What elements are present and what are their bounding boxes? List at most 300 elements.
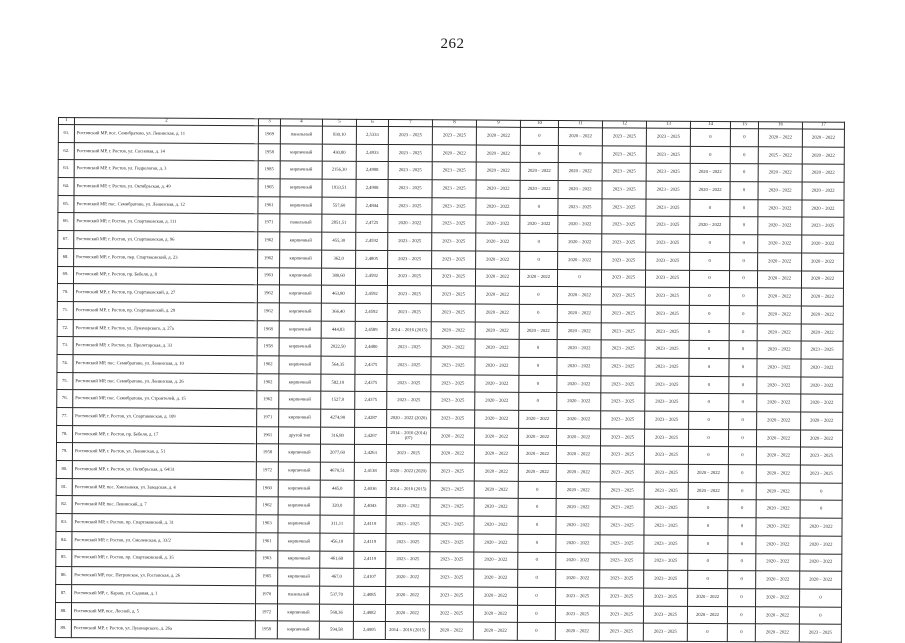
table-cell: 2020 – 2022 bbox=[432, 144, 476, 162]
table-cell: 2020 – 2022 bbox=[475, 304, 519, 322]
table-cell: 2023 – 2025 bbox=[644, 446, 688, 464]
table-cell: кирпичный bbox=[279, 356, 321, 374]
table-cell: 2023 – 2025 bbox=[644, 588, 688, 606]
table-cell: 2023 – 2025 bbox=[386, 516, 430, 534]
table-cell: 2020 – 2022 bbox=[475, 339, 519, 357]
table-cell: 2020 – 2022 bbox=[757, 341, 801, 359]
table-cell: 2020 – 2022 bbox=[757, 323, 801, 341]
table-cell: 1962 bbox=[258, 250, 280, 268]
table-cell: 0 bbox=[690, 234, 730, 252]
table-cell: 2023 – 2025 bbox=[431, 374, 475, 392]
table-cell: 2020 – 2022 bbox=[430, 445, 474, 463]
table-cell: 83. bbox=[56, 514, 72, 532]
table-cell: 1527,0 bbox=[321, 391, 355, 409]
table-cell: 2,4592 bbox=[355, 286, 387, 304]
table-cell: 2020 – 2022 bbox=[476, 198, 520, 216]
column-header: 17 bbox=[802, 122, 844, 129]
table-cell: 0 bbox=[730, 129, 758, 147]
table-cell: 68. bbox=[58, 248, 74, 266]
table-cell: 2020 – 2022 bbox=[520, 216, 558, 234]
table-cell: 2020 – 2022 bbox=[800, 571, 842, 589]
table-cell: 2023 – 2025 bbox=[602, 252, 646, 270]
table-cell: 1961 bbox=[257, 426, 279, 444]
address-cell: Ростовский МР, г. Ростов, ул. Гидрологов, д. 3 bbox=[74, 160, 258, 179]
table-cell: 2020 – 2022 bbox=[476, 145, 520, 163]
table-cell: 2023 – 2025 bbox=[644, 500, 688, 518]
table-cell: 0 bbox=[728, 500, 756, 518]
column-header: 14 bbox=[690, 121, 730, 128]
table-cell: 2023 – 2025 bbox=[644, 429, 688, 447]
table-cell: 0 bbox=[520, 233, 558, 251]
table-cell: 2023 – 2025 bbox=[601, 322, 645, 340]
table-cell: 0 bbox=[730, 217, 758, 235]
table-cell: 2020 – 2022 bbox=[801, 271, 843, 289]
table-cell: 0 bbox=[688, 500, 728, 518]
table-cell: кирпичный bbox=[279, 267, 321, 285]
column-header: 4 bbox=[280, 119, 322, 126]
table-cell: 1962 bbox=[256, 497, 278, 515]
table-cell: 1972 bbox=[256, 462, 278, 480]
table-cell: 2023 – 2025 bbox=[388, 127, 432, 145]
table-cell: кирпичный bbox=[278, 497, 320, 515]
table-cell: 69. bbox=[57, 266, 73, 284]
table-cell: 0 bbox=[688, 447, 728, 465]
table-cell: 0 bbox=[688, 517, 728, 535]
table-cell: 2,4375 bbox=[355, 392, 387, 410]
table-cell: 0 bbox=[730, 164, 758, 182]
table-cell: 0 bbox=[729, 359, 757, 377]
document-table-wrapper bbox=[58, 117, 844, 638]
table-cell: 2020 – 2022 bbox=[756, 589, 800, 607]
table-cell: 2020 – 2022 bbox=[688, 482, 728, 500]
table-cell: 70. bbox=[57, 284, 73, 302]
table-cell: 2023 – 2025 bbox=[599, 605, 643, 623]
table-cell: 2020 – 2022 bbox=[757, 288, 801, 306]
table-cell: 2020 – 2022 bbox=[556, 481, 600, 499]
table-cell: 2023 – 2025 bbox=[388, 144, 432, 162]
table-cell: 2023 – 2025 bbox=[600, 464, 644, 482]
table-cell: 0 bbox=[520, 198, 558, 216]
table-cell: 362,0 bbox=[322, 250, 356, 268]
address-cell: Ростовский МР, г. Ростов, пер. Спартаковский, д. 23 bbox=[74, 248, 258, 267]
table-cell: 2023 – 2025 bbox=[432, 127, 476, 145]
table-cell: 2023 – 2025 bbox=[558, 198, 602, 216]
table-cell: 0 bbox=[558, 145, 602, 163]
table-cell: 2,4036 bbox=[354, 480, 386, 498]
table-cell: 2020 – 2022 bbox=[388, 215, 432, 233]
table-cell: 467,0 bbox=[320, 568, 354, 586]
table-cell: 444,83 bbox=[321, 321, 355, 339]
table-cell: 2023 – 2025 bbox=[388, 162, 432, 180]
table-cell: кирпичный bbox=[280, 250, 322, 268]
table-cell: 2020 – 2022 bbox=[801, 394, 843, 412]
table-cell: 2020 – 2022 bbox=[556, 464, 600, 482]
table-cell: 78. bbox=[57, 425, 73, 443]
address-cell: Ростовский МР, г. Ростов, ул. Октябрьская, д. 64/31 bbox=[72, 461, 256, 480]
table-cell: 2023 – 2025 bbox=[646, 217, 690, 235]
table-cell: 63. bbox=[58, 160, 74, 178]
table-cell: 2023 – 2025 bbox=[600, 552, 644, 570]
table-cell: 2020 – 2022 bbox=[556, 552, 600, 570]
table-cell: 0 bbox=[729, 270, 757, 288]
table-cell: 1962 bbox=[257, 285, 279, 303]
page-number: 262 bbox=[440, 36, 465, 52]
table-cell: 2,4263 bbox=[354, 445, 386, 463]
table-cell: 2023 – 2025 bbox=[601, 411, 645, 429]
table-cell: 4274,90 bbox=[321, 409, 355, 427]
table-cell: 2020 – 2022 bbox=[802, 147, 844, 165]
table-cell: 2020 – 2022 bbox=[555, 623, 599, 641]
table-cell: 320,0 bbox=[320, 498, 354, 516]
table-cell: 2020 – 2022 bbox=[801, 306, 843, 324]
table-cell: 2020 – 2022 bbox=[520, 163, 558, 181]
address-cell: Ростовский МР, г. Ростов, ул. Спартаковская, д. 96 bbox=[74, 231, 258, 250]
table-cell: 84. bbox=[56, 531, 72, 549]
table-cell: 0 bbox=[687, 624, 727, 642]
table-cell: 2023 – 2025 bbox=[555, 605, 599, 623]
table-cell: 2,4933 bbox=[356, 144, 388, 162]
table-cell: 2020 – 2022 bbox=[556, 534, 600, 552]
table-cell: кирпичный bbox=[278, 568, 320, 586]
table-cell: 2023 – 2025 bbox=[432, 251, 476, 269]
address-cell: Ростовский МР, пос. Семибратово, ул. Ленинская, д. 12 bbox=[74, 195, 258, 214]
table-cell: 0 bbox=[728, 447, 756, 465]
address-cell: Ростовский МР, г. Ростов, ул. Луначарского, д. 27а bbox=[73, 319, 257, 338]
table-cell: 2,4082 bbox=[353, 604, 385, 622]
table-cell: 2014 – 2016 (2015) bbox=[386, 480, 430, 498]
table-cell: 2023 – 2025 bbox=[388, 180, 432, 198]
table-cell: 1985 bbox=[258, 161, 280, 179]
table-cell: 2,4480 bbox=[355, 339, 387, 357]
table-cell: 2023 – 2025 bbox=[386, 533, 430, 551]
table-cell: 0 bbox=[518, 499, 556, 517]
table-cell: 2020 – 2022 bbox=[758, 217, 802, 235]
table-cell: 79. bbox=[56, 443, 72, 461]
table-cell: 0 bbox=[728, 535, 756, 553]
table-cell: 2023 – 2025 bbox=[601, 393, 645, 411]
table-cell: 537,70 bbox=[320, 586, 354, 604]
table-cell: 0 bbox=[728, 588, 756, 606]
table-cell: 2020 – 2022 bbox=[756, 447, 800, 465]
table-cell: 2020 – 2022 bbox=[802, 235, 844, 253]
table-cell: 2020 – 2022 bbox=[801, 288, 843, 306]
table-row bbox=[55, 620, 841, 642]
table-cell: 2020 – 2022 bbox=[474, 481, 518, 499]
table-cell: 2023 – 2025 bbox=[430, 516, 474, 534]
table-cell: 2020 – 2022 bbox=[474, 516, 518, 534]
table-cell: 0 bbox=[688, 571, 728, 589]
table-cell: 75. bbox=[57, 372, 73, 390]
table-cell: 2020 – 2022 bbox=[473, 605, 517, 623]
table-cell: 2020 – 2022 bbox=[558, 128, 602, 146]
table-cell: 0 bbox=[518, 534, 556, 552]
table-cell: 2020 – 2022 bbox=[475, 428, 519, 446]
table-cell: 2014 – 2016 (2014) (07) bbox=[387, 427, 431, 445]
table-cell: 455,30 bbox=[322, 232, 356, 250]
table-cell: 311,11 bbox=[320, 515, 354, 533]
table-cell: 2020 – 2022 bbox=[474, 552, 518, 570]
table-cell: 2020 – 2022 bbox=[386, 498, 430, 516]
table-cell: 2,4107 bbox=[354, 569, 386, 587]
address-cell: Ростовский МР, г. Ростов, ул. Спартаковская, д. 109 bbox=[73, 408, 257, 427]
table-cell: 2020 – 2022 bbox=[557, 340, 601, 358]
table-cell: 1962 bbox=[258, 232, 280, 250]
table-cell: 2020 – 2022 bbox=[801, 377, 843, 395]
table-cell: 2,4138 bbox=[354, 462, 386, 480]
table-cell: 2020 – 2022 bbox=[758, 129, 802, 147]
table-cell: 456,10 bbox=[320, 533, 354, 551]
table-cell: 2023 – 2025 bbox=[601, 305, 645, 323]
table-cell: 1961 bbox=[258, 196, 280, 214]
table-cell: 564,35 bbox=[321, 356, 355, 374]
table-cell: 2023 – 2025 bbox=[800, 447, 842, 465]
table-cell: 2,4119 bbox=[354, 533, 386, 551]
table-cell: 2023 – 2025 bbox=[386, 551, 430, 569]
table-cell: 2023 – 2025 bbox=[431, 410, 475, 428]
column-header: 7 bbox=[388, 120, 432, 127]
table-cell: 2020 – 2022 bbox=[690, 217, 730, 235]
table-cell: 2,4375 bbox=[355, 374, 387, 392]
table-cell: 82. bbox=[56, 496, 72, 514]
table-cell: 81. bbox=[56, 478, 72, 496]
table-cell: 2020 – 2022 bbox=[476, 233, 520, 251]
table-cell: 2020 – 2022 bbox=[756, 536, 800, 554]
table-cell: 2020 – 2022 bbox=[758, 164, 802, 182]
table-cell: 2020 – 2022 bbox=[386, 569, 430, 587]
table-cell: 2014 – 2016 (2015) bbox=[385, 622, 429, 640]
table-cell: 2023 – 2025 bbox=[387, 286, 431, 304]
table-cell: 2020 – 2022 bbox=[556, 570, 600, 588]
table-cell: 2020 – 2022 bbox=[801, 359, 843, 377]
table-cell: 2020 – 2022 bbox=[557, 304, 601, 322]
table-cell: 2023 – 2025 bbox=[430, 587, 474, 605]
table-cell: 2020 – 2022 bbox=[758, 182, 802, 200]
table-cell: 568,36 bbox=[319, 604, 353, 622]
table-cell: 2023 – 2025 bbox=[430, 551, 474, 569]
table-cell: 2020 – 2022 bbox=[475, 322, 519, 340]
table-cell: 0 bbox=[730, 252, 758, 270]
table-cell: 2023 – 2025 bbox=[646, 234, 690, 252]
table-cell: 76. bbox=[57, 390, 73, 408]
column-header: 6 bbox=[356, 119, 388, 126]
table-cell: 2020 – 2022 bbox=[474, 463, 518, 481]
table-cell: 2020 – 2022 bbox=[801, 324, 843, 342]
table-cell: 2020 – 2022 bbox=[557, 428, 601, 446]
table-cell: 0 bbox=[519, 304, 557, 322]
table-cell: 0 bbox=[728, 429, 756, 447]
address-cell: Ростовский МР, г. Ростов, ул. Смоленская, д. 33/2 bbox=[72, 531, 256, 550]
table-cell: кирпичный bbox=[278, 462, 320, 480]
table-cell: кирпичный bbox=[278, 480, 320, 498]
table-cell: 2020 – 2022 bbox=[802, 182, 844, 200]
table-cell: 4670,51 bbox=[320, 462, 354, 480]
table-cell: кирпичный bbox=[279, 338, 321, 356]
table-cell: 430,80 bbox=[322, 144, 356, 162]
table-cell: 316,80 bbox=[321, 427, 355, 445]
table-cell: 2020 – 2022 bbox=[758, 253, 802, 271]
column-header: 10 bbox=[520, 120, 558, 127]
table-cell: 2023 – 2025 bbox=[643, 623, 687, 641]
table-cell: 0 bbox=[519, 393, 557, 411]
table-cell: 2023 – 2025 bbox=[644, 464, 688, 482]
table-cell: 0 bbox=[557, 269, 601, 287]
table-cell: панельный bbox=[280, 214, 322, 232]
table-cell: 2,4043 bbox=[354, 498, 386, 516]
column-header: 15 bbox=[730, 122, 758, 129]
table-cell: 2020 – 2022 bbox=[557, 375, 601, 393]
table-cell: 1962 bbox=[257, 391, 279, 409]
table-cell: 77. bbox=[57, 407, 73, 425]
table-cell: 2023 – 2025 bbox=[387, 303, 431, 321]
table-cell: 2020 – 2022 bbox=[473, 622, 517, 640]
table-cell: 2023 – 2025 bbox=[602, 181, 646, 199]
table-cell: 2020 – 2022 bbox=[756, 553, 800, 571]
address-cell: Ростовский МР, г. Ростов, ул. Пролетарская, д. 33 bbox=[73, 337, 257, 356]
table-cell: 0 bbox=[728, 518, 756, 536]
table-cell: 66. bbox=[58, 213, 74, 231]
table-cell: кирпичный bbox=[278, 444, 320, 462]
table-cell: панельный bbox=[278, 586, 320, 604]
table-cell: 2023 – 2025 bbox=[431, 286, 475, 304]
table-cell: 2023 – 2025 bbox=[645, 287, 689, 305]
table-cell: 2,5333 bbox=[356, 126, 388, 144]
table-cell: 2,4592 bbox=[355, 268, 387, 286]
table-cell: 2020 – 2022 bbox=[800, 536, 842, 554]
address-cell: Ростовский МР, г. Ростов, ул. Октябрьская, д. 49 bbox=[74, 178, 258, 197]
table-cell: 2023 – 2025 bbox=[602, 216, 646, 234]
table-cell: 2023 – 2025 bbox=[643, 606, 687, 624]
table-cell: 2020 – 2022 bbox=[474, 445, 518, 463]
table-cell: кирпичный bbox=[280, 197, 322, 215]
table-cell: 2020 – 2022 bbox=[757, 359, 801, 377]
table-cell: 0 bbox=[519, 287, 557, 305]
table-cell: 2020 – 2022 bbox=[556, 517, 600, 535]
table-cell: 2020 – 2022 bbox=[558, 251, 602, 269]
address-cell: Ростовский МР, г. Ростов, пр. Спартаковский, д. 27 bbox=[73, 284, 257, 303]
table-cell: 2023 – 2025 bbox=[387, 392, 431, 410]
table-cell: 2023 – 2025 bbox=[602, 199, 646, 217]
table-cell: 2023 – 2025 bbox=[602, 163, 646, 181]
table-cell: 2023 – 2025 bbox=[802, 217, 844, 235]
table-cell: 2020 – 2022 bbox=[558, 181, 602, 199]
table-cell: 2020 – 2022 bbox=[757, 306, 801, 324]
address-cell: Ростовский МР, пос. Семибратово, ул. Строителей, д. 15 bbox=[73, 390, 257, 409]
table-cell: 2020 – 2022 bbox=[802, 129, 844, 147]
address-cell: Ростовский МР, г. Ростов, ул. Луначарского, д. 26а bbox=[71, 620, 255, 639]
table-cell: 2023 – 2025 bbox=[387, 339, 431, 357]
table-cell: 0 bbox=[799, 607, 841, 625]
column-header: 8 bbox=[432, 120, 476, 127]
table-cell: 0 bbox=[690, 128, 730, 146]
table-cell: 2020 – 2022 bbox=[801, 412, 843, 430]
table-cell: 2023 – 2025 bbox=[600, 429, 644, 447]
table-cell: 2023 – 2025 bbox=[432, 233, 476, 251]
column-header: 12 bbox=[602, 121, 646, 128]
table-cell: 85. bbox=[56, 549, 72, 567]
table-cell: кирпичный bbox=[279, 373, 321, 391]
table-cell: 0 bbox=[728, 482, 756, 500]
table-cell: 2020 – 2022 bbox=[757, 270, 801, 288]
table-cell: 0 bbox=[730, 182, 758, 200]
table-cell: 0 bbox=[728, 553, 756, 571]
table-cell: 2023 – 2025 bbox=[600, 570, 644, 588]
table-cell: 0 bbox=[519, 375, 557, 393]
table-cell: 2023 – 2025 bbox=[801, 341, 843, 359]
table-cell: 0 bbox=[729, 305, 757, 323]
column-header: 3 bbox=[258, 119, 280, 126]
table-cell: 2020 – 2022 bbox=[474, 587, 518, 605]
column-header: 2 bbox=[74, 118, 258, 126]
table-cell: 2023 – 2025 bbox=[646, 252, 690, 270]
table-cell: 2023 – 2025 bbox=[388, 197, 432, 215]
table-cell: 0 bbox=[518, 587, 556, 605]
table-cell: 2023 – 2025 bbox=[430, 534, 474, 552]
table-cell: 0 bbox=[800, 500, 842, 518]
column-header: 13 bbox=[646, 121, 690, 128]
table-cell: 2023 – 2025 bbox=[799, 624, 841, 642]
table-cell: 2020 – 2022 bbox=[474, 534, 518, 552]
table-cell: 594,58 bbox=[319, 621, 353, 639]
table-cell: 2020 – 2022 bbox=[476, 251, 520, 269]
table-cell: 2020 – 2022 bbox=[756, 429, 800, 447]
table-cell: 0 bbox=[688, 429, 728, 447]
table-cell: 2023 – 2025 bbox=[431, 357, 475, 375]
address-cell: Ростовский МР, пос. Семибратово, ул. Ленинская, д. 10 bbox=[73, 355, 257, 374]
table-cell: 1958 bbox=[255, 621, 277, 639]
table-cell: 74. bbox=[57, 354, 73, 372]
table-cell: 2023 – 2025 bbox=[599, 623, 643, 641]
table-cell: 0 bbox=[800, 483, 842, 501]
table-cell: 0 bbox=[730, 199, 758, 217]
table-cell: 1972 bbox=[255, 603, 277, 621]
table-cell: 2020 – 2022 bbox=[800, 430, 842, 448]
table-cell: 2023 – 2025 bbox=[644, 535, 688, 553]
table-cell: 2023 – 2025 bbox=[800, 465, 842, 483]
address-cell: Ростовский МР, пос. Семибратово, ул. Ленинская, д. 26 bbox=[73, 372, 257, 391]
table-cell: 2020 – 2022 bbox=[518, 463, 556, 481]
table-cell: 1958 bbox=[258, 143, 280, 161]
table-cell: кирпичный bbox=[279, 285, 321, 303]
column-header: 5 bbox=[322, 119, 356, 126]
table-cell: 0 bbox=[520, 251, 558, 269]
table-cell: 2020 – 2022 bbox=[800, 554, 842, 572]
table-cell: 2,4908 bbox=[356, 162, 388, 180]
table-cell: 2023 – 2025 bbox=[645, 270, 689, 288]
table-cell: 2023 – 2025 bbox=[645, 340, 689, 358]
address-cell: Ростовский МР, г. Ростов, ул. Сосновая, д. 14 bbox=[74, 142, 258, 161]
table-cell: 88. bbox=[55, 602, 71, 620]
table-cell: 2020 – 2022 bbox=[476, 127, 520, 145]
address-cell: Ростовский МР, пос. Семибратово, ул. Ленинская, д. 11 bbox=[74, 125, 258, 144]
table-cell: 2020 – 2022 bbox=[475, 375, 519, 393]
table-cell: 2156,30 bbox=[322, 161, 356, 179]
table-cell: 2023 – 2025 bbox=[600, 446, 644, 464]
table-cell: 2020 – 2022 bbox=[802, 164, 844, 182]
table-cell: 2023 – 2025 bbox=[431, 268, 475, 286]
table-cell: 2023 – 2025 bbox=[645, 323, 689, 341]
table-cell: 2,4592 bbox=[355, 303, 387, 321]
table-cell: 2,4119 bbox=[354, 551, 386, 569]
table-cell: 2,4287 bbox=[355, 409, 387, 427]
table-cell: 2020 – 2022 bbox=[557, 393, 601, 411]
table-cell: 2020 – 2022 bbox=[556, 446, 600, 464]
table-cell: 2851,51 bbox=[322, 215, 356, 233]
table-cell: 2,4375 bbox=[355, 356, 387, 374]
table-cell: кирпичный bbox=[279, 320, 321, 338]
table-cell: кирпичный bbox=[280, 232, 322, 250]
table-cell: 71. bbox=[57, 301, 73, 319]
table-cell: 2023 – 2025 bbox=[431, 392, 475, 410]
